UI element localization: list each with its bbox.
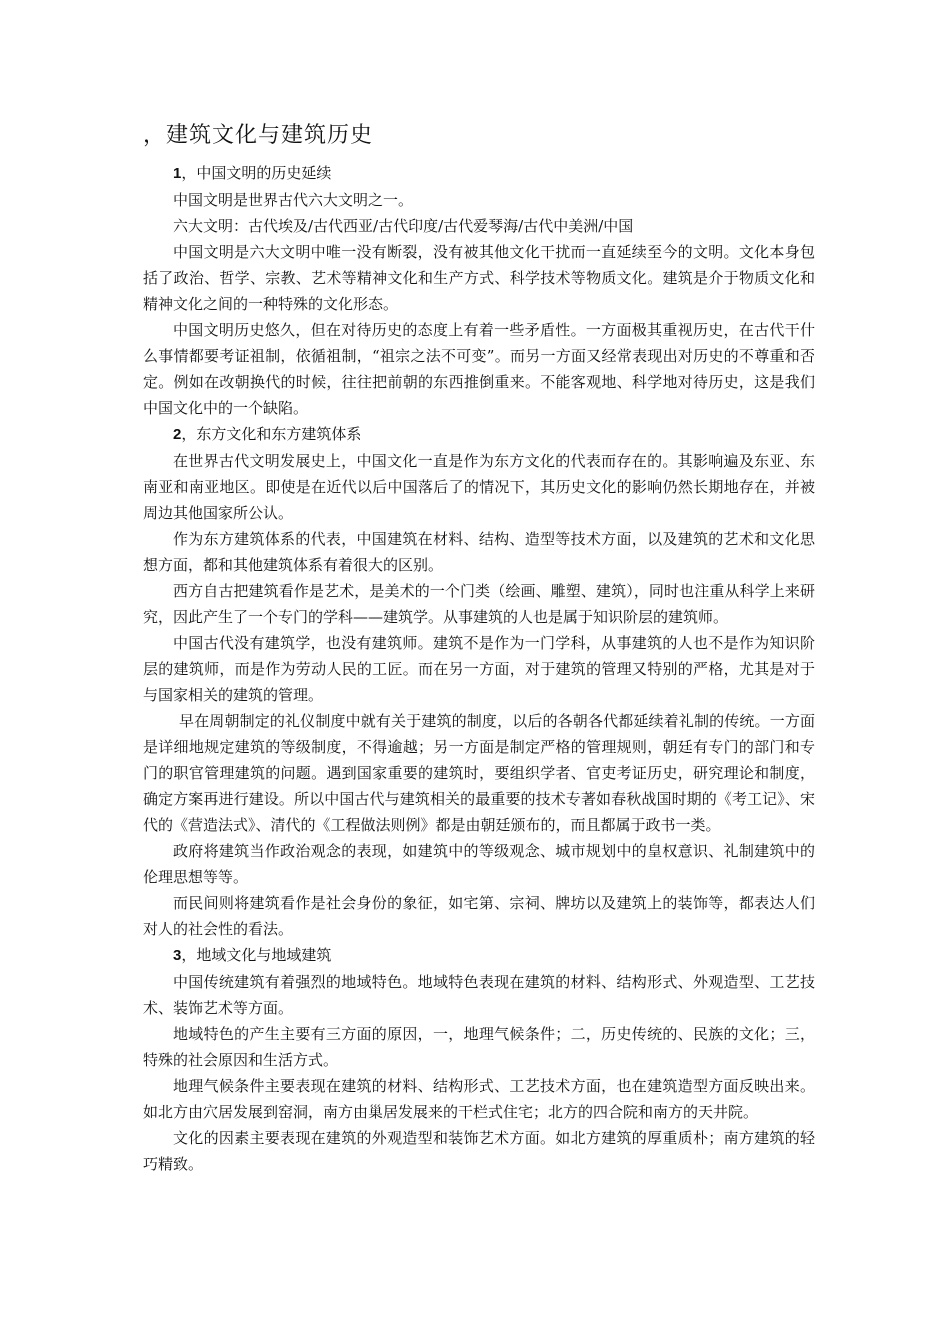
paragraph: 中国文明是世界古代六大文明之一。	[173, 191, 414, 209]
paragraph: 在世界古代文明发展史上，中国文化一直是作为东方文化的代表而存在的。其影响遍及东亚、东南亚和南亚地区。即使是在近代以后中国落后了的情况下，其历史文化的影响仍然长期地存在，并被周边其他国家所公认。	[143, 452, 815, 522]
section-heading-text: ，地域文化与地域建筑	[181, 946, 332, 964]
paragraph: 中国传统建筑有着强烈的地域特色。地域特色表现在建筑的材料、结构形式、外观造型、工艺技术、装饰艺术等方面。	[143, 973, 815, 1017]
paragraph: 地理气候条件主要表现在建筑的材料、结构形式、工艺技术方面，也在建筑造型方面反映出来。如北方由穴居发展到窑洞，南方由巢居发展来的干栏式住宅；北方的四合院和南方的天井院。	[143, 1077, 815, 1121]
section-heading-text: ，中国文明的历史延续	[181, 164, 332, 182]
document-body	[143, 160, 815, 1177]
section-number: 3	[173, 947, 182, 964]
paragraph: 作为东方建筑体系的代表，中国建筑在材料、结构、造型等技术方面，以及建筑的艺术和文化思想方面，都和其他建筑体系有着很大的区别。	[143, 530, 815, 574]
paragraph: 政府将建筑当作政治观念的表现，如建筑中的等级观念、城市规划中的皇权意识、礼制建筑中的伦理思想等等。	[143, 842, 815, 886]
section-heading	[143, 160, 815, 187]
paragraph: 而民间则将建筑看作是社会身份的象征，如宅第、宗祠、牌坊以及建筑上的装饰等，都表达人们对人的社会性的看法。	[143, 894, 815, 938]
paragraph: 六大文明：古代埃及/古代西亚/古代印度/古代爱琴海/古代中美洲/中国	[173, 217, 634, 235]
section-heading	[143, 942, 815, 969]
paragraph: 西方自古把建筑看作是艺术，是美术的一个门类（绘画、雕塑、建筑），同时也注重从科学上来研究，因此产生了一个专门的学科——建筑学。从事建筑的人也是属于知识阶层的建筑师。	[143, 582, 815, 626]
paragraph: 中国文明历史悠久，但在对待历史的态度上有着一些矛盾性。一方面极其重视历史，在古代干什么事情都要考证祖制，依循祖制，“祖宗之法不可变”。而另一方面又经常表现出对历史的不尊重和否定。例如在改朝换代的时候，往往把前朝的东西推倒重来。不能客观地、科学地对待历史，这是我们中国文化中的一个缺陷。	[143, 321, 815, 417]
section-number: 2	[173, 426, 182, 443]
section-number: 1	[173, 165, 182, 182]
paragraph: 早在周朝制定的礼仪制度中就有关于建筑的制度，以后的各朝各代都延续着礼制的传统。一方面是详细地规定建筑的等级制度，不得逾越；另一方面是制定严格的管理规则，朝廷有专门的部门和专门的职官管理建筑的问题。遇到国家重要的建筑时，要组织学者、官吏考证历史，研究理论和制度，确定方案再进行建设。所以中国古代与建筑相关的最重要的技术专著如春秋战国时期的《考工记》、宋代的《营造法式》、清代的《工程做法则例》都是由朝廷颁布的，而且都属于政书一类。	[143, 712, 815, 834]
paragraph: 地域特色的产生主要有三方面的原因，一，地理气候条件；二，历史传统的、民族的文化；三，特殊的社会原因和生活方式。	[143, 1025, 815, 1069]
document-title: ，建筑文化与建筑历史	[143, 123, 374, 148]
paragraph: 文化的因素主要表现在建筑的外观造型和装饰艺术方面。如北方建筑的厚重质朴；南方建筑的轻巧精致。	[143, 1129, 815, 1173]
paragraph: 中国古代没有建筑学，也没有建筑师。建筑不是作为一门学科，从事建筑的人也不是作为知识阶层的建筑师，而是作为劳动人民的工匠。而在另一方面，对于建筑的管理又特别的严格，尤其是对于与国家相关的建筑的管理。	[143, 634, 815, 704]
section-heading	[143, 421, 815, 448]
paragraph: 中国文明是六大文明中唯一没有断裂，没有被其他文化干扰而一直延续至今的文明。文化本身包括了政治、哲学、宗教、艺术等精神文化和生产方式、科学技术等物质文化。建筑是介于物质文化和精神文化之间的一种特殊的文化形态。	[143, 243, 815, 313]
section-heading-text: ，东方文化和东方建筑体系	[181, 425, 362, 443]
